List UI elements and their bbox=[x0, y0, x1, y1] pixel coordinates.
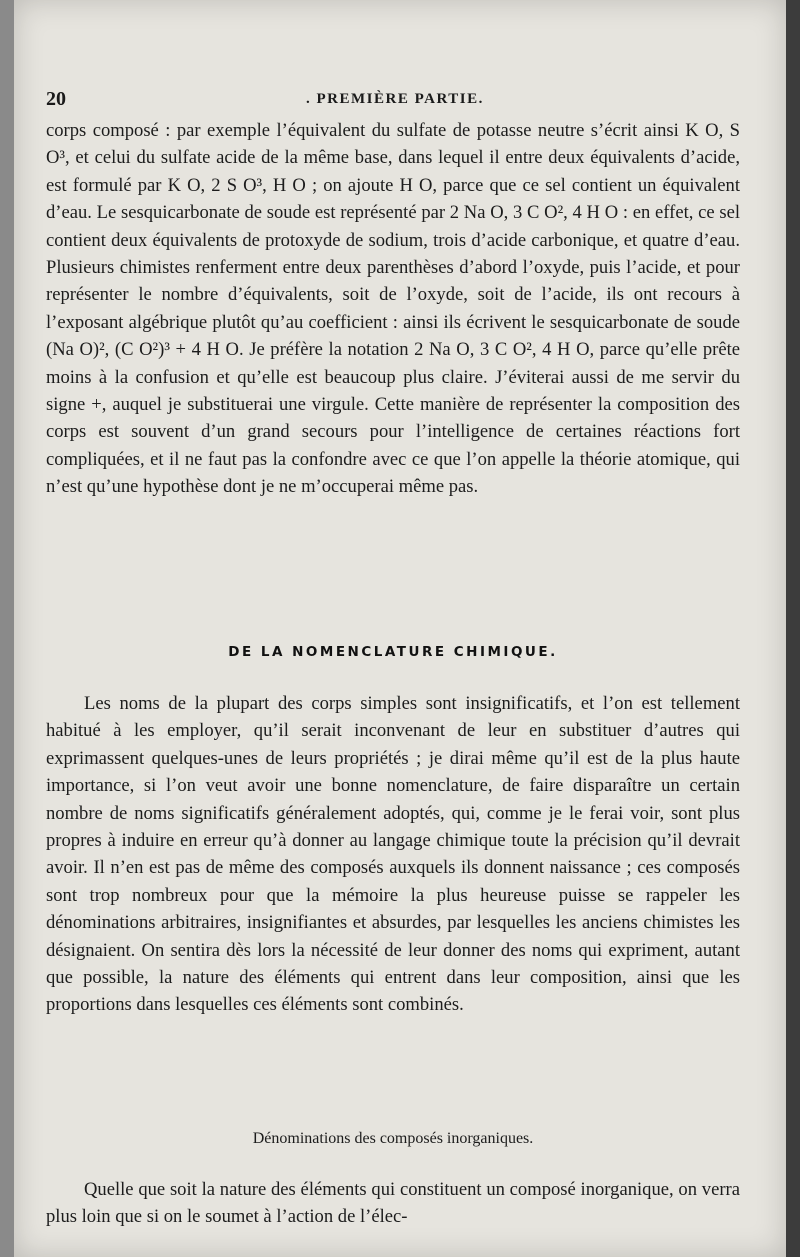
page-header bbox=[46, 88, 746, 114]
running-head: . PREMIÈRE PARTIE. bbox=[306, 91, 484, 107]
scan-right-edge bbox=[786, 0, 800, 1257]
scan-left-edge bbox=[0, 0, 14, 1257]
paragraph-2: Les noms de la plupart des corps simples sont insignificatifs, et l’on est tellement habitué à les employer, qu’il serait inconvenant de leur en substituer d’autres qui exprimassent quelques-unes de leurs propriétés ; je dirai même qu’il est de la plus haute importance, si l’on veut avoir une bonne nomenclature, de faire disparaître un certain nombre de noms significatifs généralement adoptés, qui, comme je le ferai voir, sont plus propres à induire en erreur qu’à donner au langage chimique toute la précision qu’il devrait avoir. Il n’en est pas de même des composés auxquels ils donnent naissance ; ces composés sont trop nombreux pour que la mémoire la plus heureuse puisse se rappeler les dénominations arbitraires, insignifiantes et absurdes, par lesquelles les anciens chimistes les désignaient. On sentira dès lors la nécessité de leur donner des noms qui expriment, autant que possible, la nature des éléments qui entrent dans leur composition, ainsi que les proportions dans lesquelles ces éléments sont combinés. bbox=[46, 693, 740, 1016]
section-heading: DE LA NOMENCLATURE CHIMIQUE. bbox=[228, 644, 558, 660]
book-page bbox=[14, 0, 786, 1257]
page-number: 20 bbox=[46, 88, 66, 110]
paragraph-3: Quelle que soit la nature des éléments qui constituent un composé inorganique, on verra plus loin que si on le soumet à l’action de l’élec- bbox=[46, 1179, 740, 1228]
body-text-3 bbox=[46, 1176, 740, 1231]
body-text-2 bbox=[46, 690, 740, 1019]
paragraph-1: corps composé : par exemple l’équivalent du sulfate de potasse neutre s’écrit ainsi K O, S O³, et celui du sulfate acide de la même base, dans lequel il entre deux équivalents d’acide, est formulé par K O, 2 S O³, H O ; on ajoute H O, parce que ce sel contient un équivalent d’eau. Le sesquicarbonate de soude est représenté par 2 Na O, 3 C O², 4 H O : en effet, ce sel contient deux équivalents de protoxyde de sodium, trois d’acide carbonique, et quatre d’eau. Plusieurs chimistes renferment entre deux parenthèses d’abord l’oxyde, puis l’acide, et pour représenter le nombre d’équivalents, soit de l’oxyde, soit de l’acide, ils ont recours à l’exposant algébrique plutôt qu’au coefficient : ainsi ils écrivent le sesquicarbonate de soude (Na O)², (C O²)³ + 4 H O. Je préfère la notation 2 Na O, 3 C O², 4 H O, parce qu’elle prête moins à la confusion et qu’elle est beaucoup plus claire. J’éviterai aussi de me servir du signe +, auquel je substituerai une virgule. Cette manière de représenter la composition des corps est souvent d’un grand secours pour l’intelligence de certaines réactions fort compliquées, et il ne faut pas la confondre avec ce que l’on appelle la théorie atomique, qui n’est qu’une hypothèse dont je ne m’occuperai même pas. bbox=[46, 120, 740, 498]
subsection-heading: Dénominations des composés inorganiques. bbox=[252, 1130, 534, 1147]
body-text-1 bbox=[46, 117, 740, 501]
